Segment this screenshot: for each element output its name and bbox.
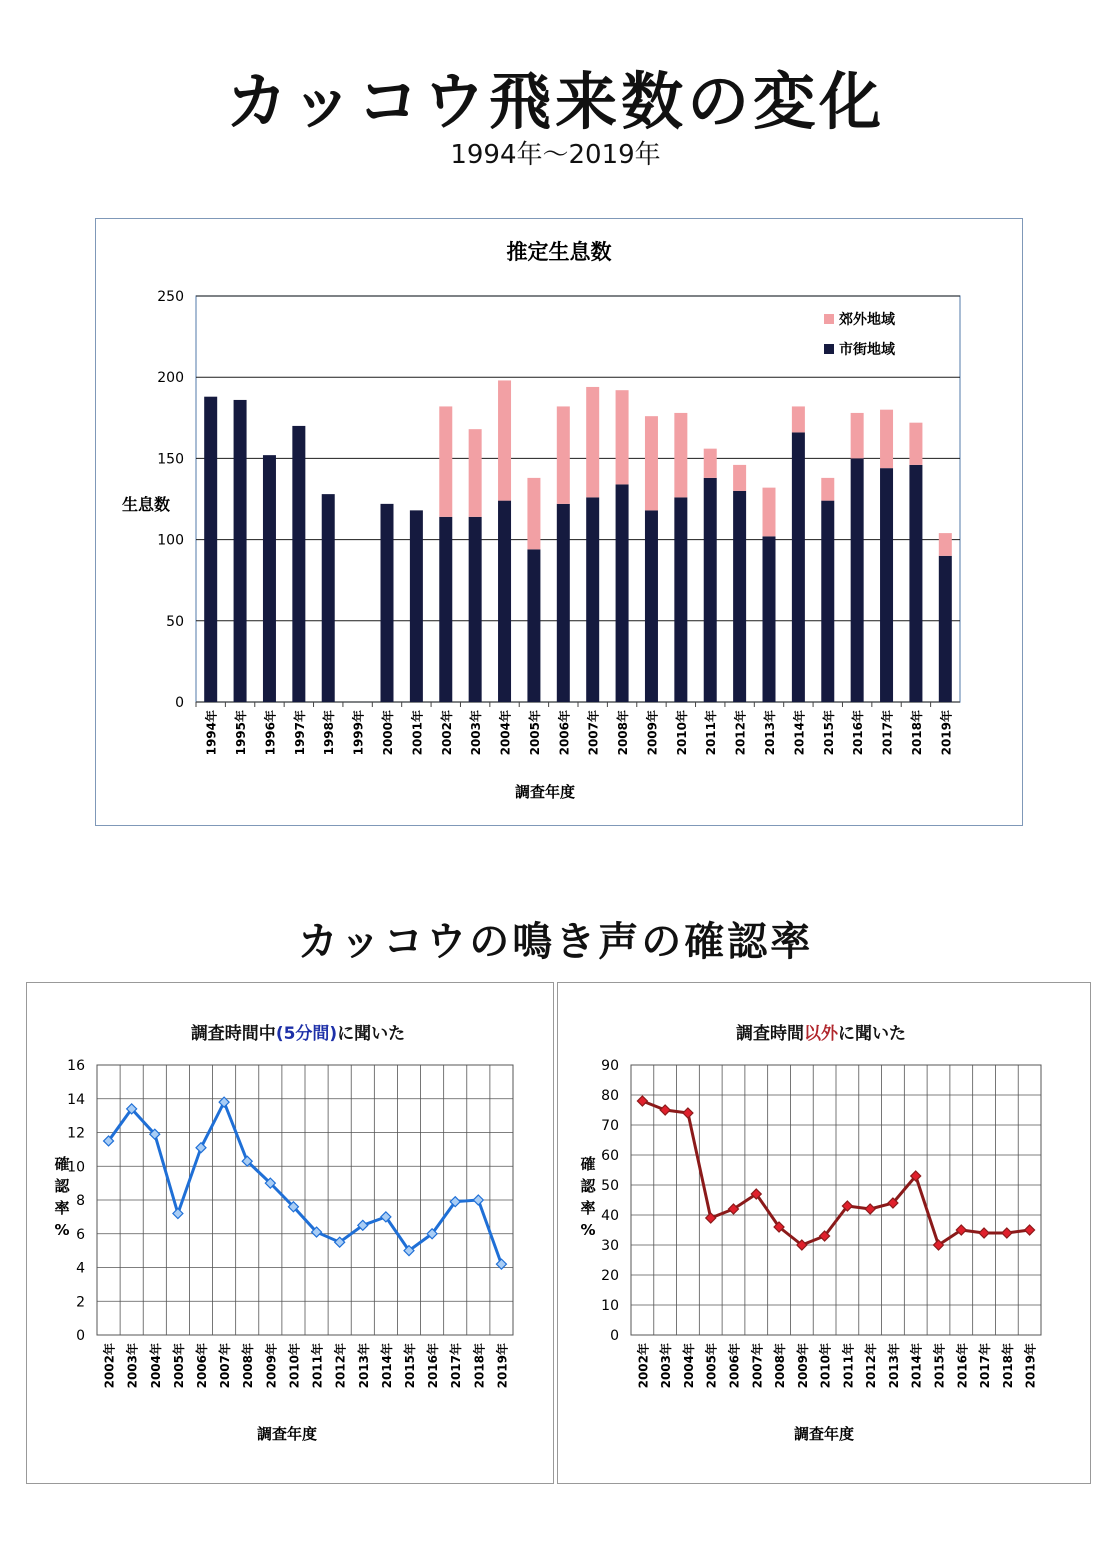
- bar-suburban: [792, 406, 805, 432]
- x-tick-label: 2013年: [886, 1343, 901, 1389]
- bar-urban: [586, 497, 599, 702]
- x-tick-label: 2010年: [674, 710, 689, 756]
- y-axis-label-char: 率: [580, 1199, 596, 1217]
- bar-urban: [292, 426, 305, 702]
- line-chart-right: [558, 983, 1090, 1483]
- bar-urban: [204, 397, 217, 702]
- x-tick-label: 2009年: [645, 710, 660, 756]
- x-tick-label: 2008年: [241, 1343, 256, 1389]
- x-tick-label: 2017年: [880, 710, 895, 756]
- x-tick-label: 2006年: [557, 710, 572, 756]
- bar-suburban: [909, 423, 922, 465]
- y-tick-label: 10: [601, 1298, 619, 1314]
- x-tick-label: 1999年: [351, 710, 366, 756]
- x-tick-label: 1996年: [263, 710, 278, 756]
- x-tick-label: 2015年: [403, 1343, 417, 1389]
- y-tick-label: 8: [76, 1193, 85, 1209]
- bar-suburban: [763, 488, 776, 537]
- x-tick-label: 2004年: [148, 1343, 163, 1389]
- x-tick-label: 2007年: [586, 710, 601, 756]
- bar-urban: [821, 501, 834, 702]
- bar-suburban: [880, 410, 893, 468]
- bar-urban: [851, 458, 864, 702]
- x-tick-label: 2001年: [410, 710, 425, 756]
- x-tick-label: 2002年: [636, 1343, 651, 1389]
- x-tick-label: 2017年: [978, 1343, 993, 1389]
- y-tick-label: 200: [157, 370, 184, 387]
- x-tick-label: 2007年: [750, 1343, 765, 1389]
- x-tick-label: 2005年: [527, 710, 542, 756]
- y-axis-label-char: 確: [54, 1155, 70, 1173]
- y-tick-label: 100: [157, 532, 184, 549]
- x-tick-label: 2006年: [195, 1343, 209, 1389]
- x-tick-label: 2018年: [1000, 1343, 1015, 1389]
- y-tick-label: 10: [67, 1159, 85, 1176]
- chart-title: 推定生息数: [506, 240, 612, 264]
- bar-urban: [792, 432, 805, 702]
- x-tick-label: 2017年: [449, 1343, 464, 1389]
- bar-urban: [469, 517, 482, 702]
- x-tick-label: 2003年: [659, 1343, 674, 1389]
- y-tick-label: 40: [601, 1208, 619, 1224]
- section-title: カッコウの鳴き声の確認率: [297, 919, 814, 965]
- bar-suburban: [439, 406, 452, 516]
- y-tick-label: 16: [67, 1058, 85, 1074]
- bar-suburban: [704, 449, 717, 478]
- x-tick-label: 2016年: [426, 1343, 441, 1389]
- y-tick-label: 50: [601, 1178, 619, 1194]
- x-tick-label: 2011年: [704, 710, 719, 756]
- bar-suburban: [498, 380, 511, 500]
- x-tick-label: 2003年: [125, 1343, 140, 1389]
- y-axis-label-char: 率: [54, 1199, 70, 1217]
- x-tick-label: 2007年: [218, 1343, 233, 1389]
- x-axis-label: 調査年度: [514, 783, 576, 801]
- bar-urban: [439, 517, 452, 702]
- x-tick-label: 2011年: [310, 1343, 325, 1389]
- x-tick-label: 2005年: [704, 1343, 719, 1389]
- y-tick-label: 80: [601, 1088, 619, 1104]
- x-tick-label: 2015年: [932, 1343, 947, 1389]
- x-tick-label: 2014年: [909, 1343, 924, 1389]
- y-tick-label: 70: [601, 1118, 619, 1134]
- y-tick-label: 20: [601, 1268, 619, 1284]
- legend-swatch: [824, 314, 834, 324]
- y-axis-label: 生息数: [121, 495, 171, 514]
- bar-urban: [410, 510, 423, 702]
- bar-urban: [733, 491, 746, 702]
- y-tick-label: 90: [601, 1058, 619, 1074]
- x-tick-label: 2004年: [498, 710, 513, 756]
- x-axis-label: 調査年度: [256, 1425, 318, 1443]
- bar-suburban: [469, 429, 482, 517]
- page-title: カッコウ飛来数の変化: [225, 65, 886, 138]
- x-tick-label: 2014年: [379, 1343, 394, 1389]
- bar-chart: [96, 219, 1022, 825]
- line-chart-left-panel: [26, 982, 554, 1484]
- bar-urban: [498, 501, 511, 702]
- y-tick-label: 50: [166, 613, 184, 630]
- y-tick-label: 14: [67, 1091, 85, 1108]
- x-tick-label: 2015年: [821, 710, 836, 756]
- y-tick-label: 4: [76, 1260, 85, 1277]
- x-tick-label: 2019年: [939, 710, 954, 756]
- x-tick-label: 2019年: [1023, 1343, 1038, 1389]
- bar-urban: [557, 504, 570, 702]
- line-chart-left: [27, 983, 553, 1483]
- bar-urban: [880, 468, 893, 702]
- y-axis-label-char: 認: [580, 1177, 596, 1195]
- bar-urban: [939, 556, 952, 702]
- y-axis-label-char: %: [580, 1221, 596, 1239]
- x-tick-label: 2012年: [333, 1343, 348, 1389]
- x-tick-label: 2002年: [102, 1343, 117, 1389]
- x-tick-label: 1998年: [322, 710, 337, 756]
- x-tick-label: 2010年: [818, 1343, 833, 1389]
- y-axis-label-char: 確: [580, 1155, 596, 1173]
- x-axis-label: 調査年度: [793, 1425, 855, 1443]
- y-tick-label: 250: [157, 289, 184, 305]
- legend-swatch: [824, 344, 834, 354]
- y-tick-label: 30: [601, 1238, 619, 1254]
- bar-suburban: [586, 387, 599, 497]
- y-tick-label: 6: [76, 1226, 85, 1243]
- bar-suburban: [616, 390, 629, 484]
- x-tick-label: 2008年: [773, 1343, 788, 1389]
- x-tick-label: 2018年: [909, 710, 924, 756]
- x-tick-label: 2019年: [495, 1343, 510, 1389]
- y-tick-label: 2: [76, 1294, 85, 1311]
- x-tick-label: 2008年: [616, 710, 631, 756]
- x-tick-label: 2003年: [469, 710, 484, 756]
- x-tick-label: 2009年: [264, 1343, 279, 1389]
- bar-urban: [234, 400, 247, 702]
- bar-urban: [674, 497, 687, 702]
- legend-label: 郊外地域: [839, 312, 895, 328]
- y-axis-label-char: 認: [54, 1177, 70, 1195]
- bar-suburban: [645, 416, 658, 510]
- x-tick-label: 2012年: [864, 1343, 879, 1389]
- bar-urban: [704, 478, 717, 702]
- y-tick-label: 0: [610, 1328, 619, 1344]
- y-tick-label: 150: [157, 451, 184, 468]
- bar-chart-panel: [95, 218, 1023, 826]
- x-tick-label: 1997年: [292, 710, 307, 756]
- bar-urban: [909, 465, 922, 702]
- y-tick-label: 60: [601, 1148, 619, 1164]
- x-tick-label: 2018年: [472, 1343, 487, 1389]
- bar-urban: [381, 504, 394, 702]
- legend-label: 市街地域: [839, 342, 895, 358]
- line-chart-right-panel: [557, 982, 1091, 1484]
- x-tick-label: 2012年: [733, 710, 748, 756]
- y-tick-label: 12: [67, 1125, 85, 1142]
- x-tick-label: 2009年: [795, 1343, 810, 1389]
- chart-title: 調査時間以外に聞いた: [736, 1024, 906, 1044]
- bar-suburban: [851, 413, 864, 458]
- x-tick-label: 1995年: [234, 710, 249, 756]
- x-tick-label: 2016年: [851, 710, 866, 756]
- bar-suburban: [939, 533, 952, 556]
- x-tick-label: 2000年: [381, 710, 395, 756]
- x-tick-label: 2005年: [171, 1343, 186, 1389]
- bar-suburban: [557, 406, 570, 503]
- x-tick-label: 2014年: [792, 710, 807, 756]
- y-axis-label-char: %: [54, 1221, 70, 1239]
- y-tick-label: 0: [175, 695, 184, 711]
- x-tick-label: 2006年: [727, 1343, 742, 1389]
- x-tick-label: 2013年: [356, 1343, 371, 1389]
- bar-urban: [645, 510, 658, 702]
- x-tick-label: 2013年: [763, 710, 777, 756]
- x-tick-label: 2002年: [439, 710, 454, 756]
- bar-urban: [527, 549, 540, 702]
- x-tick-label: 2011年: [841, 1343, 856, 1389]
- y-tick-label: 0: [76, 1328, 85, 1344]
- bar-suburban: [674, 413, 687, 497]
- x-tick-label: 2016年: [955, 1343, 970, 1389]
- bar-urban: [263, 455, 276, 702]
- bar-suburban: [821, 478, 834, 501]
- chart-title: 調査時間中(5分間)に聞いた: [190, 1024, 406, 1044]
- x-tick-label: 1994年: [204, 710, 219, 756]
- bar-suburban: [733, 465, 746, 491]
- bar-urban: [322, 494, 335, 702]
- x-tick-label: 2010年: [287, 1343, 302, 1389]
- page-subtitle: 1994年～2019年: [450, 140, 661, 170]
- bar-urban: [763, 536, 776, 702]
- bar-urban: [616, 484, 629, 702]
- x-tick-label: 2004年: [681, 1343, 696, 1389]
- bar-suburban: [527, 478, 540, 549]
